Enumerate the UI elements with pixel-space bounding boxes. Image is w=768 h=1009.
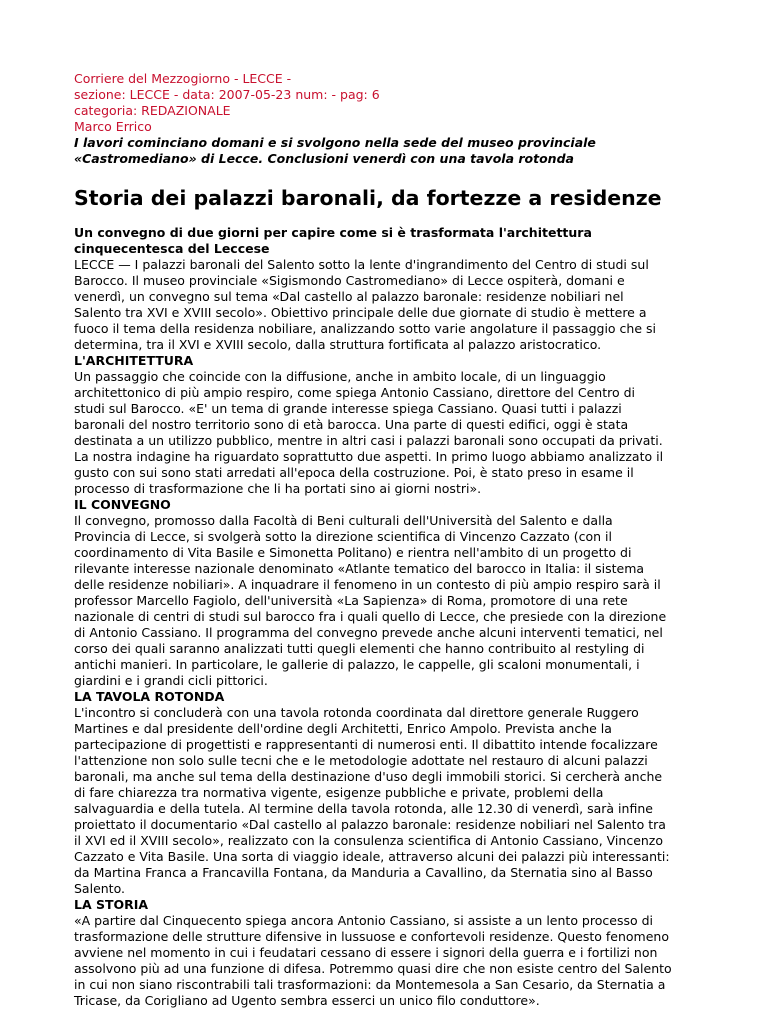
text-line: antichi manieri. In particolare, le gallerie di palazzo, le cappelle, gli scaloni monumentali, i [74,657,640,672]
text-line: in cui non siano riscontrabili tali trasformazioni: da Montemesola a San Cesario, da Sternatia a [74,977,666,992]
text-line: Cazzato e Vita Basile. Una sorta di viaggio ideale, attraverso alcuni dei palazzi più interessanti: [74,849,670,864]
section-storia [74,897,744,1009]
text-line: Salento tra XVI e XVIII secolo». Obiettivo principale delle due giornate di studio è mettere a [74,305,647,320]
text-line: rilevante interesse nazionale denominato «Atlante tematico del barocco in Italia: il sistema [74,561,645,576]
text-line: LECCE — I palazzi baronali del Salento sotto la lente d'ingrandimento del Centro di studi sul [74,257,649,272]
kicker-line: «Castromediano» di Lecce. Conclusioni venerdì con una tavola rotonda [74,151,574,166]
section-paragraph [74,913,744,1009]
section-heading: L'ARCHITETTURA [74,353,194,368]
text-line: Tricase, da Corigliano ad Ugento sembra esserci un unico filo conduttore». [74,993,540,1008]
text-line: trasformazione delle strutture difensive in lussuose e confortevoli residenze. Questo fenomeno [74,929,669,944]
source-line: Corriere del Mezzogiorno - LECCE - [74,71,292,86]
text-line: baronali del nostro territorio sono di età barocca. Una parte di questi edifici, oggi è stata [74,417,629,432]
text-line: professor Marcello Fagiolo, dell'università «La Sapienza» di Roma, promotore di una rete [74,593,628,608]
text-line: partecipazione di progettisti e rappresentanti di numerosi enti. Il dibattito intende focalizzare [74,737,658,752]
text-line: L'incontro si concluderà con una tavola rotonda coordinata dal direttore generale Ruggero [74,705,639,720]
section-paragraph [74,513,744,689]
text-line: Provincia di Lecce, si svolgerà sotto la direzione scientifica di Vincenzo Cazzato (con il [74,529,612,544]
text-line: Il convegno, promosso dalla Facoltà di Beni culturali dell'Università del Salento e dalla [74,513,613,528]
text-line: il XVI ed il XVIII secolo», realizzato con la consulenza scientifica di Antonio Cassiano, Vincenzo [74,833,664,848]
page-title: Storia dei palazzi baronali, da fortezze a residenze [74,186,662,210]
text-line: avviene nel momento in cui i feudatari cessano di essere i signori della guerra e i fortilizi non [74,945,658,960]
section-line: sezione: LECCE - data: 2007-05-23 num: - pag: 6 [74,87,380,102]
text-line: architettonico di più ampio respiro, come spiega Antonio Cassiano, direttore del Centro di [74,385,635,400]
section-heading: IL CONVEGNO [74,497,171,512]
text-line: determina, tra il XVI e XVIII secolo, dalla struttura fortificata al palazzo aristocratico. [74,337,602,352]
text-line: Un passaggio che coincide con la diffusione, anche in ambito locale, di un linguaggio [74,369,606,384]
section-tavola-rotonda [74,689,744,897]
text-line: gusto con sui sono stati arredati all'epoca della costruzione. Poi, è stato preso in esame il [74,465,634,480]
text-line: processo di trasformazione che li ha portati sino ai giorni nostri». [74,481,482,496]
text-line: salvaguardia e della tutela. Al termine della tavola rotonda, alle 12.30 di venerdì, sarà infine [74,801,653,816]
subtitle-line: Un convegno di due giorni per capire come si è trasformata l'architettura [74,225,592,240]
text-line: Barocco. Il museo provinciale «Sigismondo Castromediano» di Lecce ospiterà, domani e [74,273,625,288]
section-paragraph [74,705,744,897]
text-line: destinata a un utilizzo pubblico, mentre in altri casi i palazzi baronali sono occupati da privati. [74,433,663,448]
intro-paragraph [74,257,744,353]
author-line: Marco Errico [74,119,152,134]
text-line: delle residenze nobiliari». A inquadrare il fenomeno in un contesto di più ampio respiro sarà il [74,577,661,592]
section-architettura [74,353,744,497]
text-line: l'attenzione non solo sulle tecni che e le metodologie adottate nel restauro di alcuni palazzi [74,753,648,768]
text-line: di fare chiarezza tra normativa vigente, esigenze pubbliche e private, problemi della [74,785,604,800]
text-line: assolvono più ad una funzione di difesa. Potremmo quasi dire che non esiste centro del Salento [74,961,672,976]
section-paragraph [74,369,744,497]
section-heading: LA STORIA [74,897,149,912]
text-line: nazionale di centri di studi sul barocco fra i quali quello di Lecce, che presiede con la direzione [74,609,667,624]
text-line: studi sul Barocco. «E' un tema di grande interesse spiega Cassiano. Quasi tutti i palazzi [74,401,622,416]
text-line: La nostra indagine ha riguardato soprattutto due aspetti. In primo luogo abbiamo analizzato il [74,449,664,464]
text-line: venerdì, un convegno sul tema «Dal castello al palazzo baronale: residenze nobiliari nel [74,289,624,304]
subtitle-line: cinquecentesca del Leccese [74,241,270,256]
section-convegno [74,497,744,689]
text-line: fuoco il tema della residenza nobiliare, analizzando sotto varie angolature il passaggio che si [74,321,656,336]
section-heading: LA TAVOLA ROTONDA [74,689,225,704]
text-line: baronali, ma anche sul tema della destinazione d'uso degli immobili storici. Si cercherà anche [74,769,663,784]
text-line: di Antonio Cassiano. Il programma del convegno prevede anche alcuni interventi tematici, nel [74,625,663,640]
text-line: da Martina Franca a Francavilla Fontana, da Manduria a Cavallino, da Sternatia sino al Basso [74,865,653,880]
text-line: Martines e dal presidente dell'ordine degli Architetti, Enrico Ampolo. Prevista anche la [74,721,612,736]
text-line: «A partire dal Cinquecento spiega ancora Antonio Cassiano, si assiste a un lento processo di [74,913,653,928]
text-line: proiettato il documentario «Dal castello al palazzo baronale: residenze nobiliari nel Salento tra [74,817,666,832]
text-line: Salento. [74,881,125,896]
article-subtitle [74,225,744,257]
kicker-line: I lavori cominciano domani e si svolgono nella sede del museo provinciale [74,135,596,150]
article-metadata [74,71,744,135]
category-line: categoria: REDAZIONALE [74,103,231,118]
article-kicker [74,135,744,167]
text-line: coordinamento di Vita Basile e Simonetta Politano) e rientra nell'ambito di un progetto di [74,545,632,560]
text-line: corso dei quali saranno analizzati tutti quegli elementi che hanno contribuito al restyling di [74,641,645,656]
article [74,71,744,1009]
text-line: giardini e i grandi cicli pittorici. [74,673,268,688]
